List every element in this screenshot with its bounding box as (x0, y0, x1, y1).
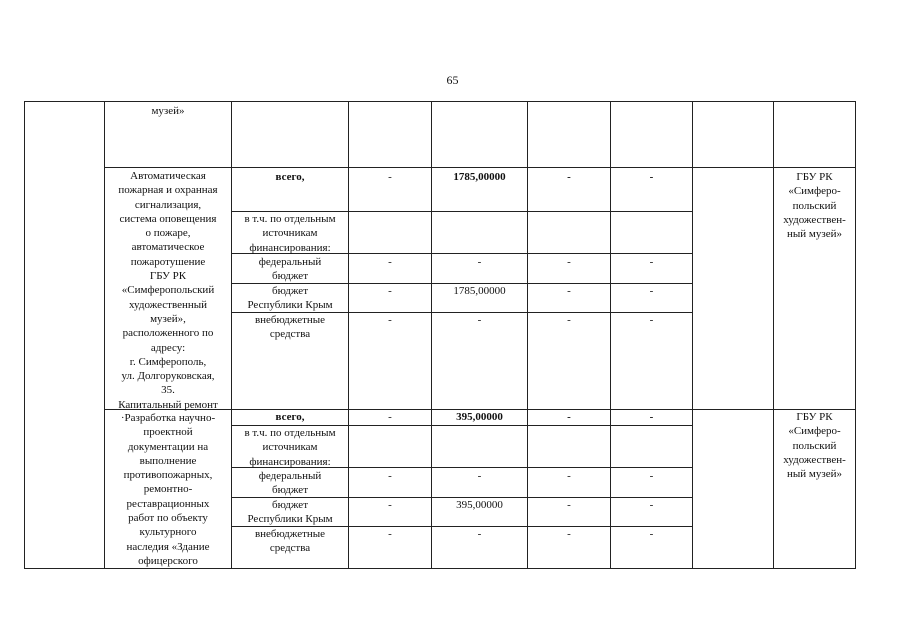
row1-description: Автоматическая пожарная и охранная сигнализация, система оповещения о пожаре, автоматическое пожаротушение ГБУ РК «Симферопольский художественный музей», расположенного по адресу: г. Симферополь, ул. Долгоруковская, 35. Капитальный ремонт (118, 170, 218, 411)
row1-crimea-col1: - (388, 285, 392, 297)
row2-crimea-col3: - (567, 499, 571, 511)
row1-offbudget-col4: - (649, 314, 654, 326)
row2-total-col3: - (567, 411, 571, 423)
row1-federal-col1: - (388, 256, 392, 268)
row2-crimea-col4: - (649, 499, 654, 511)
row2-offbudget-col2: - (477, 528, 482, 540)
row1-federal-col3: - (567, 256, 571, 268)
row1-source-total-label: всего, (275, 171, 305, 183)
row2-source-offbudget-label: внебюджетные средства (254, 528, 326, 555)
row1-total-col4: - (649, 171, 654, 183)
row2-crimea-col2: 395,00000 (456, 499, 503, 511)
row2-federal-col4: - (649, 470, 654, 482)
row1-offbudget-col1: - (388, 314, 392, 326)
row2-crimea-col1: - (388, 499, 392, 511)
row2-total-col1: - (388, 411, 392, 423)
row2-source-crimea-label: бюджет Республики Крым (247, 499, 333, 526)
row1-total-col2: 1785,00000 (453, 171, 506, 183)
row1-crimea-col2: 1785,00000 (453, 285, 506, 297)
row1-federal-col2: - (477, 256, 482, 268)
row1-offbudget-col3: - (567, 314, 571, 326)
row2-executor: ГБУ РК «Симферо- польский художествен- ный музей» (783, 411, 846, 481)
row1-federal-col4: - (649, 256, 654, 268)
row2-description: ·Разработка научно- проектной документации на выполнение противопожарных, ремонтно- реставрационных работ по объекту культурного наследия «Здание офицерского (120, 412, 216, 567)
row2-source-federal-label: федеральный бюджет (258, 470, 322, 497)
row1-crimea-col3: - (567, 285, 571, 297)
row1-crimea-col4: - (649, 285, 654, 297)
row2-federal-col1: - (388, 470, 392, 482)
continued-description-cell: музей» (151, 105, 185, 117)
row2-source-breakdown-label: в т.ч. по отдельным источникам финансирования: (244, 427, 336, 468)
row1-total-col1: - (388, 171, 392, 183)
row2-offbudget-col3: - (567, 528, 571, 540)
row2-source-total-label: всего, (275, 411, 305, 423)
row2-federal-col3: - (567, 470, 571, 482)
row1-total-col3: - (567, 171, 571, 183)
row2-federal-col2: - (477, 470, 482, 482)
row2-total-col2: 395,00000 (456, 411, 503, 423)
page-number: 65 (446, 73, 459, 87)
row1-offbudget-col2: - (477, 314, 482, 326)
row1-source-offbudget-label: внебюджетные средства (254, 314, 326, 341)
row1-source-breakdown-label: в т.ч. по отдельным источникам финансирования: (244, 213, 336, 254)
row1-source-crimea-label: бюджет Республики Крым (247, 285, 333, 312)
row2-offbudget-col1: - (388, 528, 392, 540)
row1-source-federal-label: федеральный бюджет (258, 256, 322, 283)
row2-total-col4: - (649, 411, 654, 423)
row2-offbudget-col4: - (649, 528, 654, 540)
row1-executor: ГБУ РК «Симферо- польский художествен- ный музей» (783, 171, 846, 241)
